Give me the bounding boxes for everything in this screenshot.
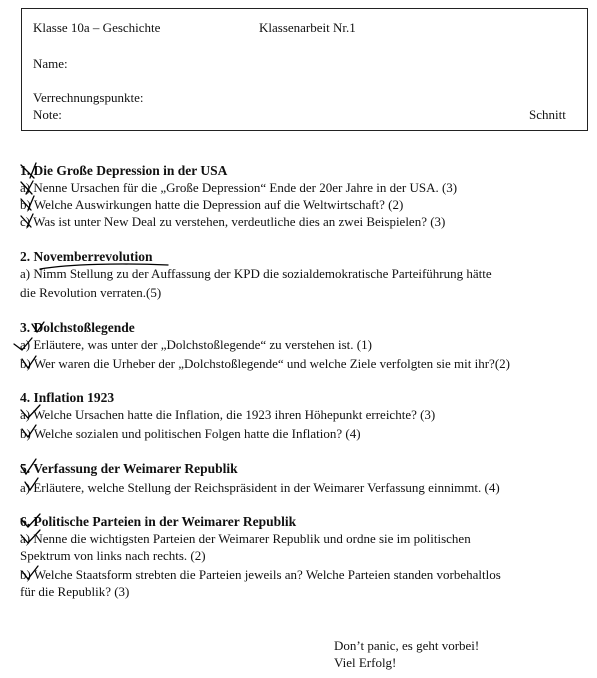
class-subject: Klasse 10a – Geschichte [33, 20, 161, 35]
section-title: 3. Dolchstoßlegende [20, 320, 135, 335]
question-line: c) Was ist unter New Deal zu verstehen, verdeutliche dies an zwei Beispielen? (3) [20, 214, 446, 229]
exam-title: Klassenarbeit Nr.1 [259, 20, 356, 35]
question-line: die Revolution verraten.(5) [20, 285, 162, 300]
question-line: Spektrum von links nach rechts. (2) [20, 548, 206, 563]
question-line: b) Welche sozialen und politischen Folgen hatte die Inflation? (4) [20, 426, 361, 441]
average-label: Schnitt [529, 107, 566, 122]
name-label: Name: [33, 56, 68, 71]
question-line: a) Nenne Ursachen für die „Große Depression“ Ende der 20er Jahre in der USA. (3) [20, 180, 458, 195]
question-line: b) Wer waren die Urheber der „Dolchstoßlegende“ und welche Ziele verfolgten sie mit ihr?(2) [20, 356, 510, 371]
question-line: a) Nenne die wichtigsten Parteien der Weimarer Republik und ordne sie im politischen [20, 531, 471, 546]
header-box [21, 8, 588, 131]
section-title: 1. Die Große Depression in der USA [20, 163, 228, 178]
grade-label: Note: [33, 107, 62, 122]
question-line: für die Republik? (3) [20, 584, 130, 599]
question-line: b) Welche Staatsform strebten die Parteien jeweils an? Welche Parteien standen vorbehaltlos [20, 567, 501, 582]
section-title: 6. Politische Parteien in der Weimarer Republik [20, 514, 297, 529]
question-line: b) Welche Auswirkungen hatte die Depression auf die Weltwirtschaft? (2) [20, 197, 404, 212]
points-label: Verrechnungspunkte: [33, 90, 144, 105]
section-title: 5. Verfassung der Weimarer Republik [20, 461, 238, 476]
question-line: a) Erläutere, welche Stellung der Reichspräsident in der Weimarer Verfassung einnimmt. (4) [20, 480, 500, 495]
question-line: a) Nimm Stellung zu der Auffassung der KPD die sozialdemokratische Parteiführung hätte [20, 266, 492, 281]
closing-line-2: Viel Erfolg! [334, 655, 397, 670]
question-line: a) Erläutere, was unter der „Dolchstoßlegende“ zu verstehen ist. (1) [20, 337, 372, 352]
question-line: a) Welche Ursachen hatte die Inflation, die 1923 ihren Höhepunkt erreichte? (3) [20, 407, 436, 422]
closing-line-1: Don’t panic, es geht vorbei! [334, 638, 480, 653]
section-title: 2. Novemberrevolution [20, 249, 153, 264]
section-title: 4. Inflation 1923 [20, 390, 115, 405]
